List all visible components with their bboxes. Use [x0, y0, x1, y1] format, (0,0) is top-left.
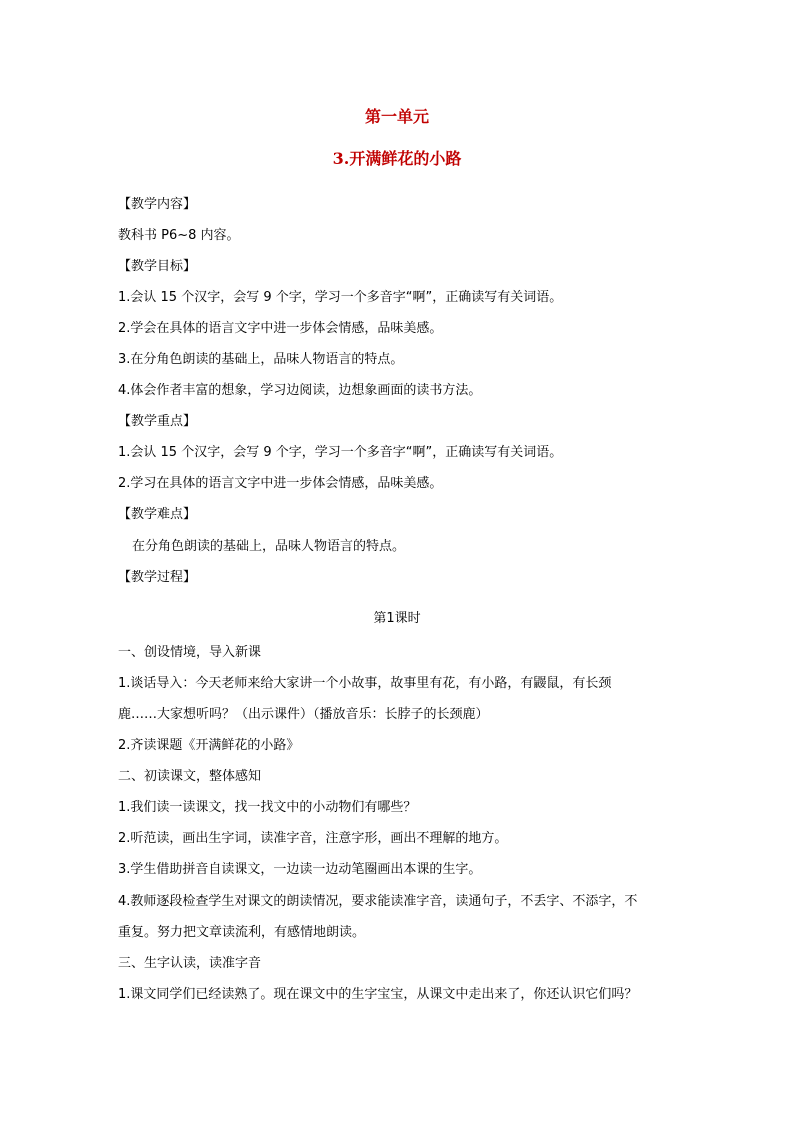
- content-heading: 【教学内容】: [118, 197, 197, 212]
- goal-item: 2.学会在具体的语言文字中进一步体会情感，品味美感。: [118, 321, 443, 336]
- section-item: 3.学生借助拼音自读课文，一边读一边动笔圈画出本课的生字。: [118, 862, 482, 877]
- section-item: 1.我们读一读课文，找一找文中的小动物们有哪些？: [118, 800, 417, 815]
- difficulty-text: 在分角色朗读的基础上，品味人物语言的特点。: [132, 539, 406, 554]
- process-heading: 【教学过程】: [118, 570, 197, 585]
- section-item: 1.课文同学们已经读熟了。现在课文中的生字宝宝，从课文中走出来了，你还认识它们吗？: [118, 987, 638, 1002]
- difficulty-heading: 【教学难点】: [118, 507, 197, 522]
- focus-item: 2.学习在具体的语言文字中进一步体会情感，品味美感。: [118, 476, 443, 491]
- period-title: 第1课时: [373, 611, 421, 626]
- section-item: 鹿……大家想听吗？（出示课件）（播放音乐：长脖子的长颈鹿）: [118, 707, 489, 722]
- goal-item: 1.会认 15 个汉字，会写 9 个字，学习一个多音字“啊”，正确读写有关词语。: [118, 290, 563, 305]
- goal-item: 3.在分角色朗读的基础上，品味人物语言的特点。: [118, 352, 404, 367]
- section-item: 2.听范读，画出生字词，读准字音，注意字形，画出不理解的地方。: [118, 831, 508, 846]
- section-heading: 二、初读课文，整体感知: [118, 769, 262, 784]
- section-item: 1.谈话导入：今天老师来给大家讲一个小故事，故事里有花，有小路，有鼹鼠，有长颈: [118, 676, 612, 691]
- lesson-title: 3.开满鲜花的小路: [332, 149, 462, 168]
- section-item: 重复。努力把文章读流利，有感情地朗读。: [118, 925, 366, 940]
- section-heading: 三、生字认读，读准字音: [118, 956, 262, 971]
- focus-heading: 【教学重点】: [118, 414, 197, 429]
- section-item: 2.齐读课题《开满鲜花的小路》: [118, 738, 300, 753]
- section-item: 4.教师逐段检查学生对课文的朗读情况，要求能读准字音，读通句子，不丢字、不添字，不: [118, 894, 638, 909]
- unit-title: 第一单元: [364, 107, 429, 126]
- section-heading: 一、创设情境，导入新课: [118, 645, 262, 660]
- content-text: 教科书 P6~8 内容。: [118, 228, 240, 243]
- goal-item: 4.体会作者丰富的想象，学习边阅读，边想象画面的读书方法。: [118, 383, 482, 398]
- goals-heading: 【教学目标】: [118, 259, 197, 274]
- focus-item: 1.会认 15 个汉字，会写 9 个字，学习一个多音字“啊”，正确读写有关词语。: [118, 445, 563, 460]
